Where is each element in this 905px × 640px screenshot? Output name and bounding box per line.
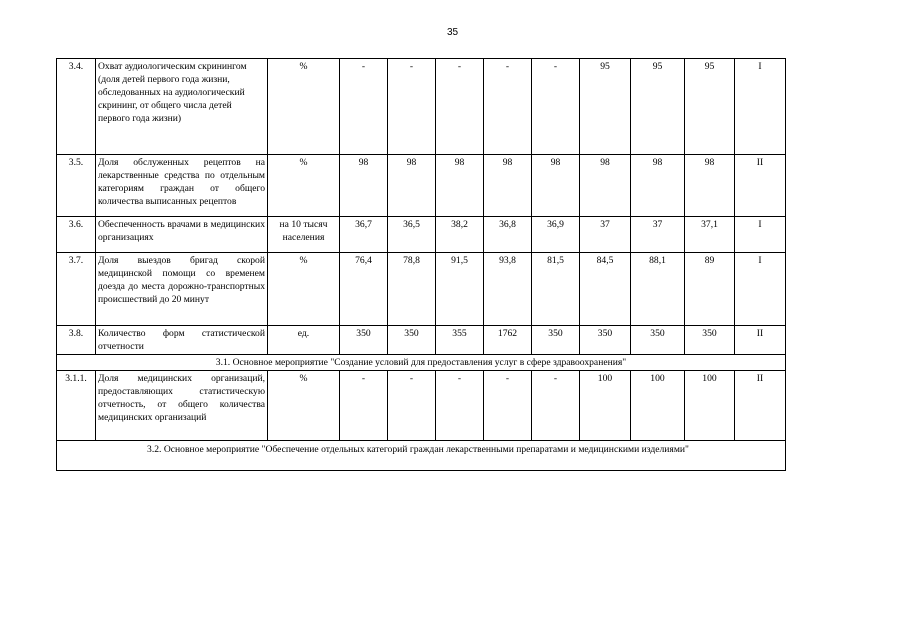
unit-cell: % <box>268 371 340 441</box>
value-cell: 36,7 <box>340 217 388 253</box>
value-cell: - <box>436 59 484 155</box>
indicator-name: Количество форм статистической отчетности <box>96 326 268 355</box>
value-cell: 78,8 <box>388 253 436 326</box>
value-cell: 95 <box>631 59 685 155</box>
row-number: 3.5. <box>57 155 96 217</box>
table-row <box>57 371 786 441</box>
value-cell: 37 <box>631 217 685 253</box>
value-cell: 89 <box>685 253 735 326</box>
value-cell: - <box>340 371 388 441</box>
row-number: 3.7. <box>57 253 96 326</box>
value-cell: 100 <box>685 371 735 441</box>
value-cell: 95 <box>580 59 631 155</box>
row-number: 3.4. <box>57 59 96 155</box>
value-cell: 93,8 <box>484 253 532 326</box>
table-row <box>57 59 786 155</box>
value-cell: 81,5 <box>532 253 580 326</box>
section-heading: 3.1. Основное мероприятие "Создание условий для предоставления услуг в сфере здравоохранения" <box>57 355 786 371</box>
value-cell: 350 <box>580 326 631 355</box>
value-cell: 95 <box>685 59 735 155</box>
value-cell: 98 <box>685 155 735 217</box>
category-cell: I <box>735 217 786 253</box>
value-cell: - <box>532 59 580 155</box>
value-cell: 355 <box>436 326 484 355</box>
value-cell: 98 <box>388 155 436 217</box>
value-cell: 37,1 <box>685 217 735 253</box>
unit-cell: на 10 тысяч населения <box>268 217 340 253</box>
value-cell: 84,5 <box>580 253 631 326</box>
value-cell: 36,5 <box>388 217 436 253</box>
row-number: 3.1.1. <box>57 371 96 441</box>
section-heading: 3.2. Основное мероприятие "Обеспечение отдельных категорий граждан лекарственными препаратами и медицинскими изделиями" <box>57 441 786 471</box>
unit-cell: % <box>268 155 340 217</box>
category-cell: II <box>735 326 786 355</box>
value-cell: - <box>532 371 580 441</box>
value-cell: 350 <box>685 326 735 355</box>
unit-cell: % <box>268 253 340 326</box>
value-cell: 98 <box>484 155 532 217</box>
indicator-name: Охват аудиологическим скринингом (доля детей первого года жизни, обследованных на аудиологический скрининг, от общего числа детей первого года жизни) <box>96 59 268 155</box>
unit-cell: % <box>268 59 340 155</box>
value-cell: 350 <box>631 326 685 355</box>
indicator-name: Обеспеченность врачами в медицинских организациях <box>96 217 268 253</box>
value-cell: 76,4 <box>340 253 388 326</box>
value-cell: - <box>388 371 436 441</box>
value-cell: 37 <box>580 217 631 253</box>
value-cell: 91,5 <box>436 253 484 326</box>
page-number: 35 <box>446 27 459 38</box>
value-cell: 98 <box>436 155 484 217</box>
indicator-name: Доля обслуженных рецептов на лекарственные средства по отдельным категориям граждан от общего количества выписанных рецептов <box>96 155 268 217</box>
row-number: 3.8. <box>57 326 96 355</box>
indicators-table <box>56 58 786 471</box>
value-cell: 38,2 <box>436 217 484 253</box>
table-row <box>57 326 786 355</box>
value-cell: 88,1 <box>631 253 685 326</box>
table-row <box>57 155 786 217</box>
value-cell: 350 <box>532 326 580 355</box>
value-cell: 98 <box>580 155 631 217</box>
category-cell: II <box>735 155 786 217</box>
section-row <box>57 355 786 371</box>
indicator-name: Доля выездов бригад скорой медицинской помощи со временем доезда до места дорожно-транспортных происшествий до 20 минут <box>96 253 268 326</box>
value-cell: - <box>388 59 436 155</box>
value-cell: 1762 <box>484 326 532 355</box>
unit-cell: ед. <box>268 326 340 355</box>
value-cell: 98 <box>340 155 388 217</box>
value-cell: 36,8 <box>484 217 532 253</box>
table-row <box>57 253 786 326</box>
table-row <box>57 217 786 253</box>
value-cell: 350 <box>340 326 388 355</box>
category-cell: II <box>735 371 786 441</box>
value-cell: - <box>436 371 484 441</box>
value-cell: - <box>484 59 532 155</box>
value-cell: - <box>484 371 532 441</box>
value-cell: 98 <box>532 155 580 217</box>
value-cell: 100 <box>580 371 631 441</box>
value-cell: 98 <box>631 155 685 217</box>
value-cell: 350 <box>388 326 436 355</box>
value-cell: - <box>340 59 388 155</box>
value-cell: 36,9 <box>532 217 580 253</box>
category-cell: I <box>735 59 786 155</box>
value-cell: 100 <box>631 371 685 441</box>
row-number: 3.6. <box>57 217 96 253</box>
section-row <box>57 441 786 471</box>
indicator-name: Доля медицинских организаций, предоставляющих статистическую отчетность, от общего количества медицинских организаций <box>96 371 268 441</box>
category-cell: I <box>735 253 786 326</box>
